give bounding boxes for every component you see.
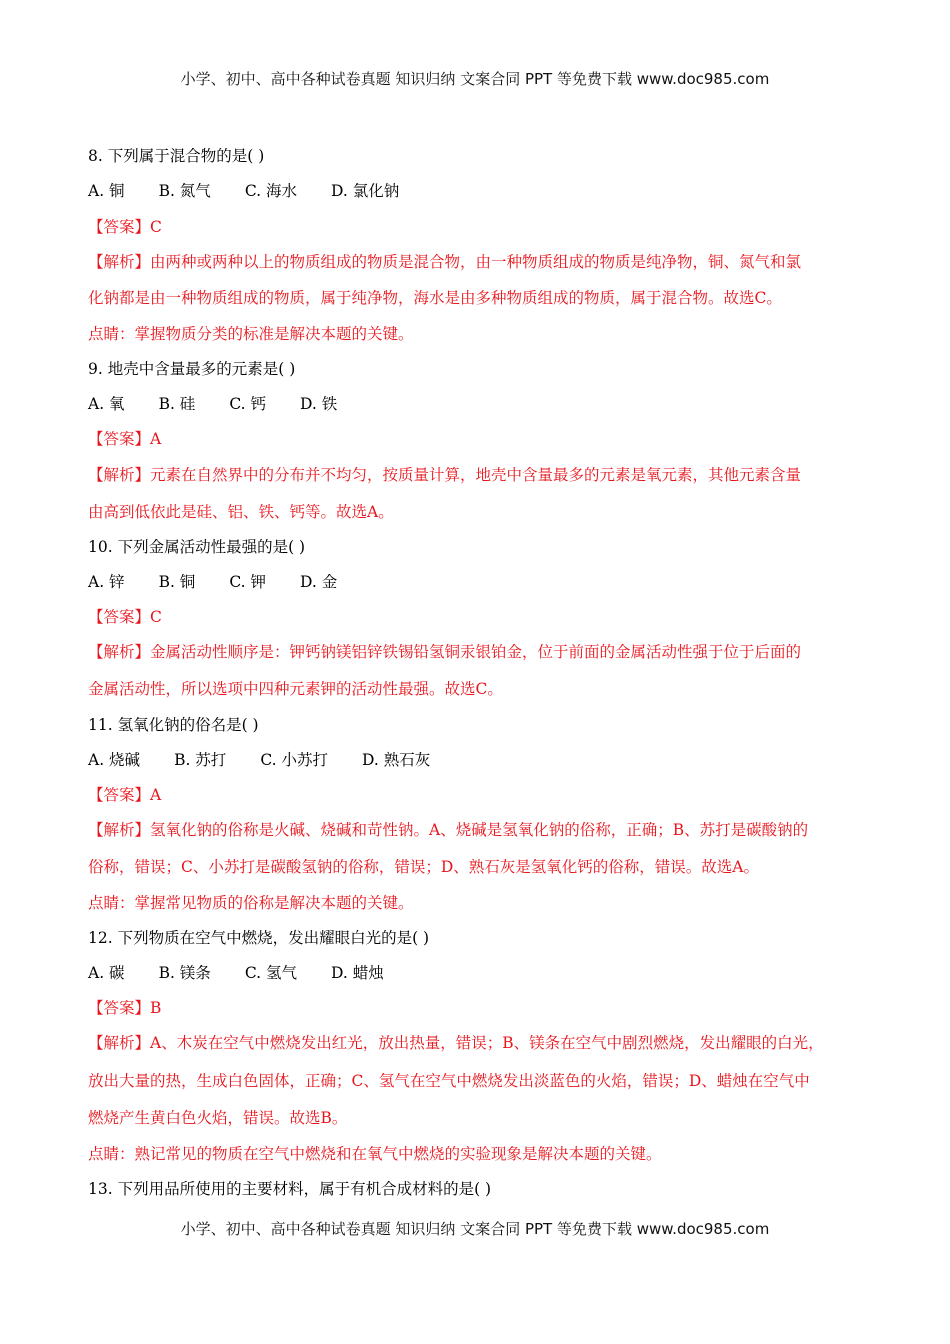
q10-options (88, 572, 337, 592)
q12-options (88, 963, 384, 983)
q9-option-b: B. 硅 (158, 395, 196, 413)
q12-option-b: B. 镁条 (158, 964, 211, 982)
q8-tip: 点睛：掌握物质分类的标准是解决本题的关键。 (88, 325, 414, 343)
q8-analysis-line1: 【解析】由两种或两种以上的物质组成的物质是混合物，由一种物质组成的物质是纯净物，铜、氮气和氯 (88, 253, 802, 271)
q11-option-a: A. 烧碱 (88, 751, 141, 769)
q11-option-d: D. 熟石灰 (361, 751, 431, 769)
q8-option-a: A. 铜 (88, 182, 125, 200)
q11-tip: 点睛：掌握常见物质的俗称是解决本题的关键。 (88, 894, 414, 912)
q10-option-a: A. 锌 (88, 573, 125, 591)
q12-option-d: D. 蜡烛 (330, 964, 384, 982)
q10-option-d: D. 金 (299, 573, 338, 591)
q9-option-c: C. 钙 (229, 395, 266, 413)
q11-option-c: C. 小苏打 (260, 751, 328, 769)
q9-question: 9. 地壳中含量最多的元素是( ) (88, 360, 296, 378)
q10-answer: 【答案】C (88, 608, 162, 626)
q8-question: 8. 下列属于混合物的是( ) (88, 147, 265, 165)
q8-option-c: C. 海水 (244, 182, 297, 200)
q9-analysis-line2: 由高到低依此是硅、铝、铁、钙等。故选A。 (88, 503, 394, 521)
page-header: 小学、初中、高中各种试卷真题 知识归纳 文案合同 PPT 等免费下载 www.doc985.com (180, 70, 770, 88)
q12-question: 12. 下列物质在空气中燃烧，发出耀眼白光的是( ) (88, 929, 430, 947)
q12-tip: 点睛：熟记常见的物质在空气中燃烧和在氧气中燃烧的实验现象是解决本题的关键。 (88, 1145, 662, 1163)
q8-option-b: B. 氮气 (158, 182, 211, 200)
q8-options (88, 181, 399, 201)
q12-answer: 【答案】B (88, 999, 162, 1017)
q11-options (88, 750, 430, 770)
q11-question: 11. 氢氧化钠的俗名是( ) (88, 716, 259, 734)
q11-analysis-line1: 【解析】氢氧化钠的俗称是火碱、烧碱和苛性钠。A、烧碱是氢氧化钠的俗称，正确；B、苏打是碳酸钠的 (88, 821, 809, 839)
q12-analysis-line3: 燃烧产生黄白色火焰，错误。故选B。 (88, 1109, 348, 1127)
q12-analysis-line1: 【解析】A、木炭在空气中燃烧发出红光，放出热量，错误；B、镁条在空气中剧烈燃烧，发出耀眼的白光， (88, 1034, 824, 1052)
q9-analysis-line1: 【解析】元素在自然界中的分布并不均匀，按质量计算，地壳中含量最多的元素是氧元素，其他元素含量 (88, 466, 802, 484)
q8-analysis-line2: 化钠都是由一种物质组成的物质，属于纯净物，海水是由多种物质组成的物质，属于混合物。故选C。 (88, 289, 782, 307)
q10-analysis-line1: 【解析】金属活动性顺序是：钾钙钠镁铝锌铁锡铅氢铜汞银铂金，位于前面的金属活动性强于位于后面的 (88, 643, 802, 661)
q10-option-c: C. 钾 (229, 573, 266, 591)
q13-question: 13. 下列用品所使用的主要材料，属于有机合成材料的是( ) (88, 1180, 492, 1198)
q9-option-a: A. 氧 (88, 395, 125, 413)
q9-answer: 【答案】A (88, 430, 162, 448)
q11-analysis-line2: 俗称，错误；C、小苏打是碳酸氢钠的俗称，错误；D、熟石灰是氢氧化钙的俗称，错误。故选A。 (88, 858, 759, 876)
q12-option-a: A. 碳 (88, 964, 125, 982)
q8-option-d: D. 氯化钠 (330, 182, 400, 200)
q10-question: 10. 下列金属活动性最强的是( ) (88, 538, 306, 556)
q10-option-b: B. 铜 (158, 573, 196, 591)
q8-answer: 【答案】C (88, 218, 162, 236)
page-footer: 小学、初中、高中各种试卷真题 知识归纳 文案合同 PPT 等免费下载 www.doc985.com (180, 1220, 770, 1238)
q11-answer: 【答案】A (88, 786, 162, 804)
q12-option-c: C. 氢气 (244, 964, 297, 982)
q10-analysis-line2: 金属活动性，所以选项中四种元素钾的活动性最强。故选C。 (88, 680, 503, 698)
q9-option-d: D. 铁 (299, 395, 338, 413)
q11-option-b: B. 苏打 (174, 751, 227, 769)
q12-analysis-line2: 放出大量的热，生成白色固体，正确；C、氢气在空气中燃烧发出淡蓝色的火焰，错误；D、蜡烛在空气中 (88, 1072, 810, 1090)
q9-options (88, 394, 337, 414)
